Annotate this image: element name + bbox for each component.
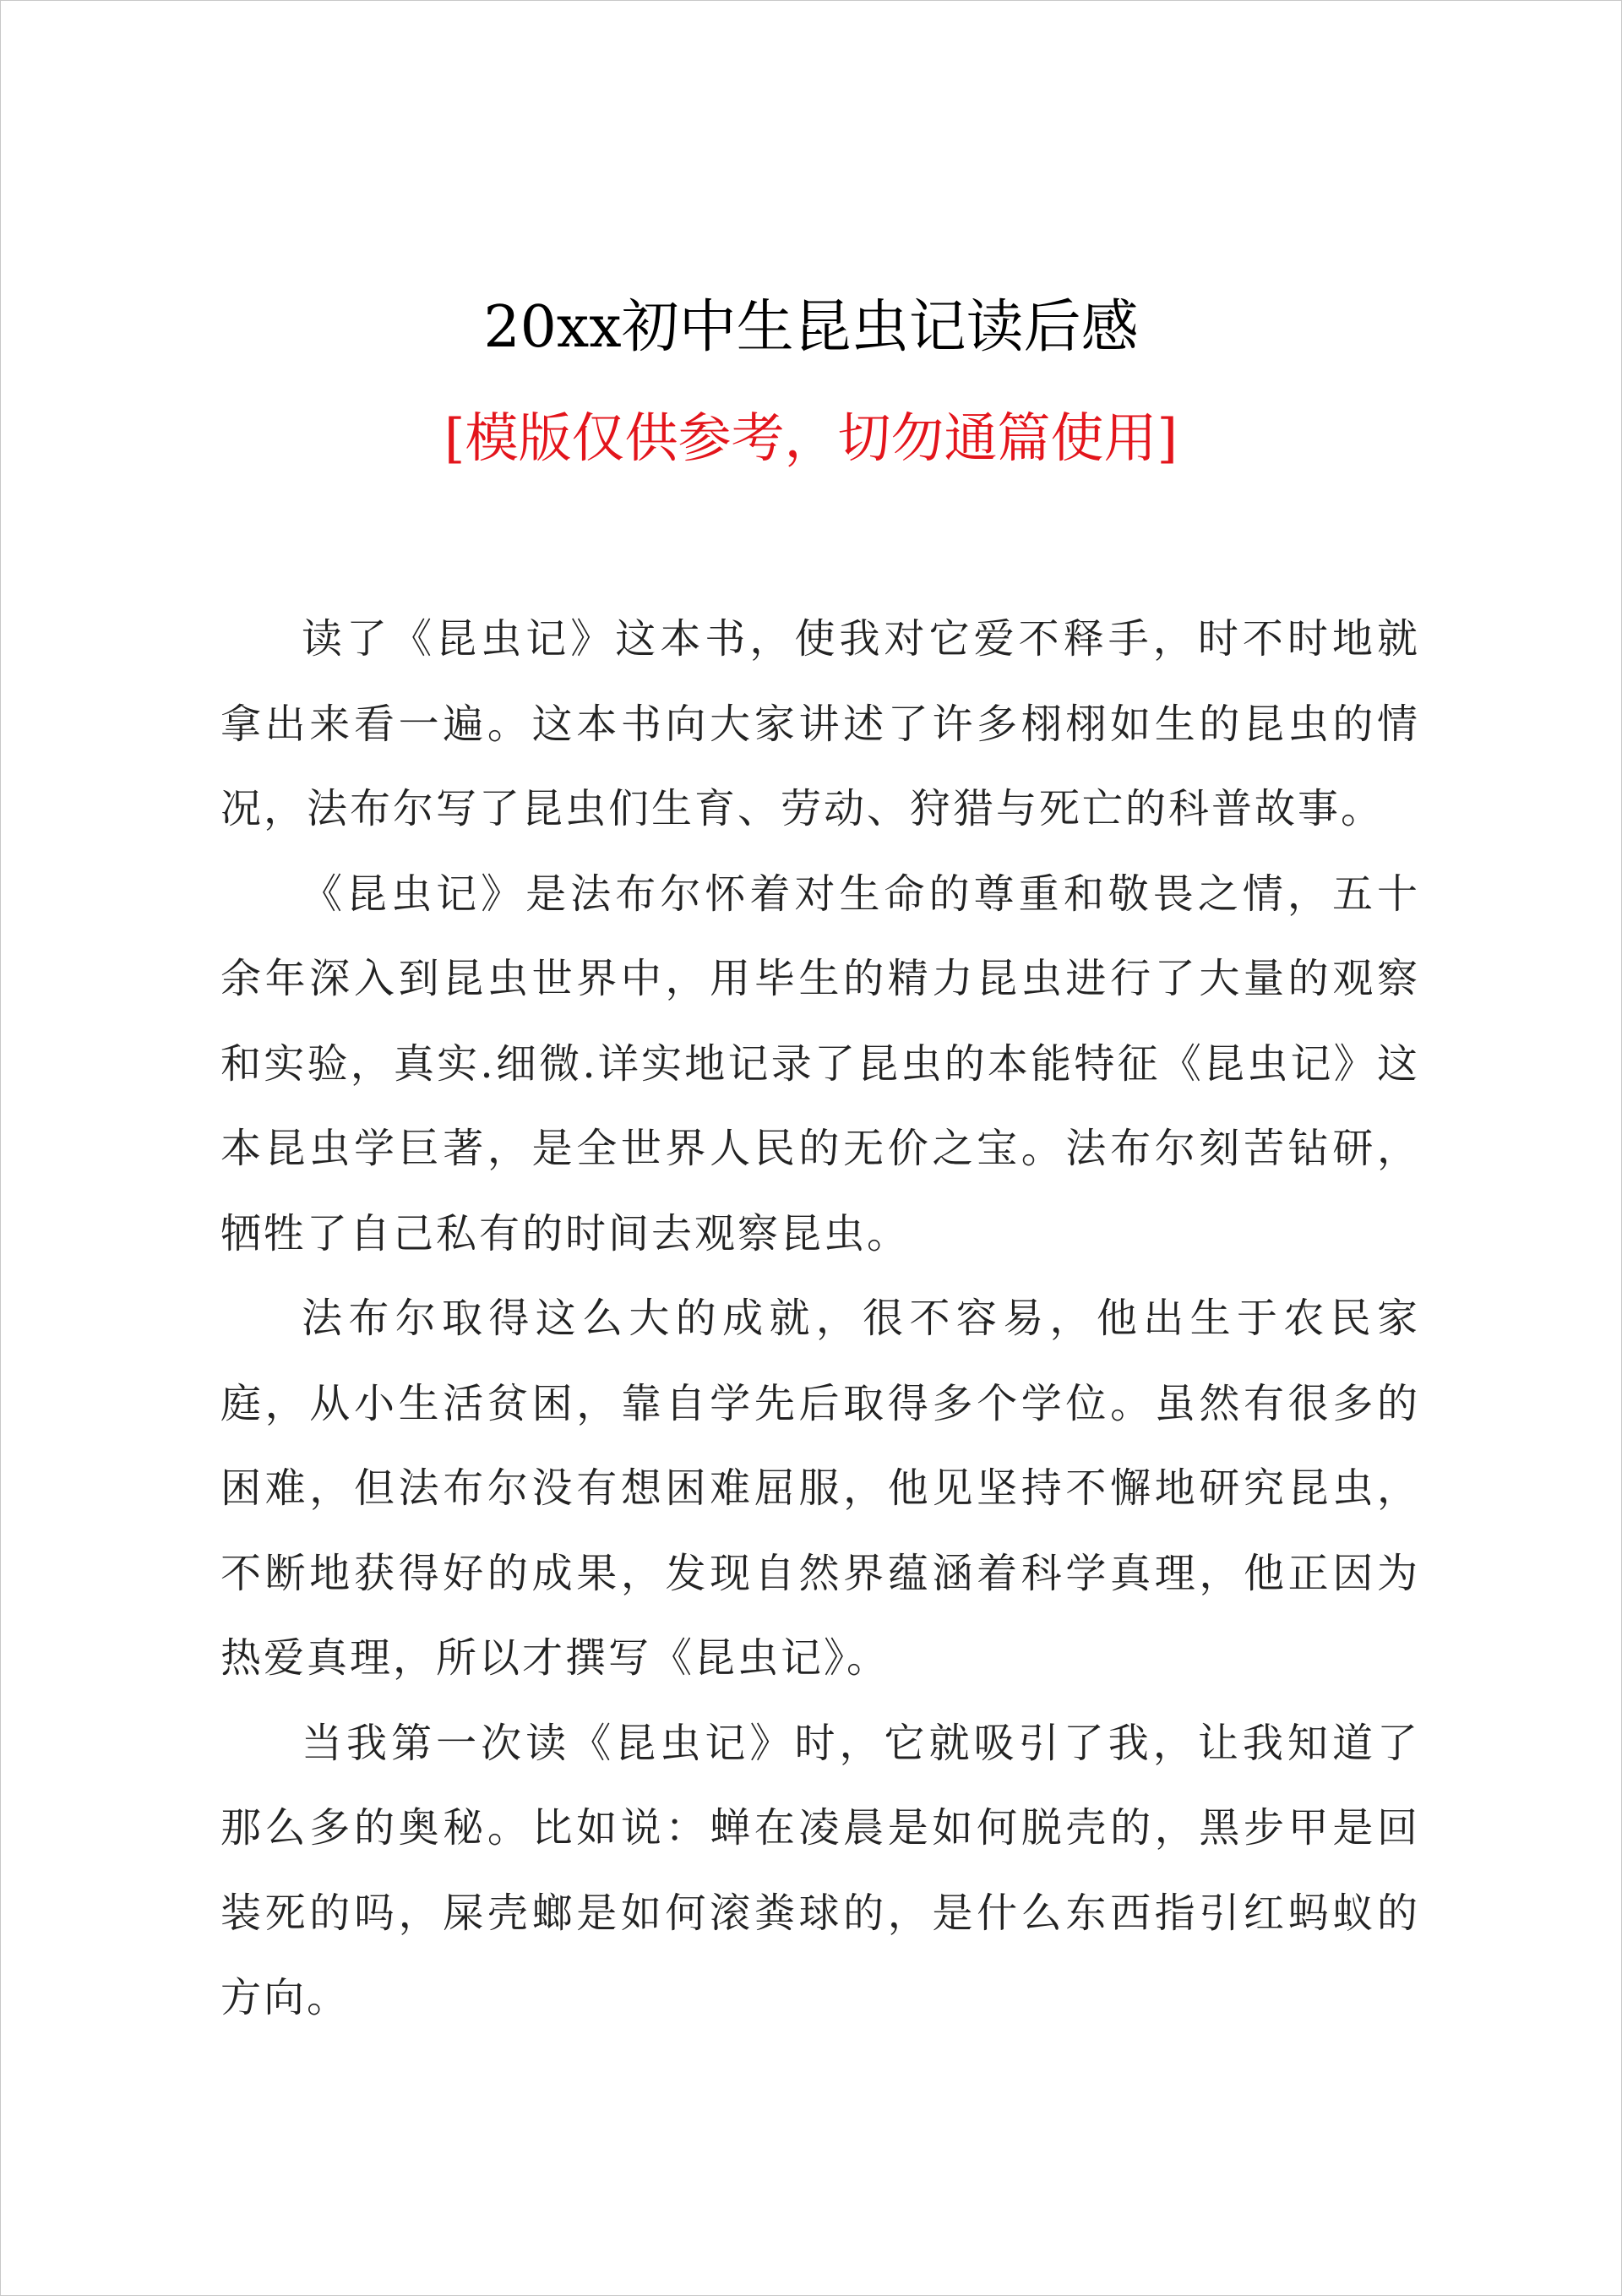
body-paragraph-4: 当我第一次读《昆虫记》时，它就吸引了我，让我知道了那么多的奥秘。比如说：蝉在凌晨是如何脱壳的，黑步甲是回装死的吗，屎壳螂是如何滚粪球的，是什么东西指引红蚂蚁的方向。	[220, 1719, 1420, 2021]
body-paragraph-2: 《昆虫记》是法布尔怀着对生命的尊重和敬畏之情，五十余年深入到昆虫世界中，用毕生的精力昆虫进行了大量的观察和实验，真实.细微.详实地记录了昆虫的本能特征《昆虫记》这本昆虫学巨著，是全世界人民的无价之宝。法布尔刻苦钻研，牺牲了自己私有的时间去观察昆虫。	[220, 870, 1420, 1257]
document-body	[220, 597, 1420, 2041]
body-paragraph-3: 法布尔取得这么大的成就，很不容易，他出生于农民家庭，从小生活贫困，靠自学先后取得多个学位。虽然有很多的困难，但法布尔没有想困难屈服，他见坚持不懈地研究昆虫，不断地获得好的成果，发现自然界蕴涵着科学真理，他正因为热爱真理，所以才撰写《昆虫记》。	[220, 1295, 1420, 1682]
template-disclaimer: [模版仅供参考，切勿通篇使用]	[444, 407, 1178, 469]
body-paragraph-1: 读了《昆虫记》这本书，使我对它爱不释手，时不时地就拿出来看一遍。这本书向大家讲述了许多栩栩如生的昆虫的情况，法布尔写了昆虫们生育、劳动、狩猎与死亡的科普故事。	[220, 615, 1420, 832]
document-title: 20xx初中生昆虫记读后感	[483, 294, 1139, 361]
